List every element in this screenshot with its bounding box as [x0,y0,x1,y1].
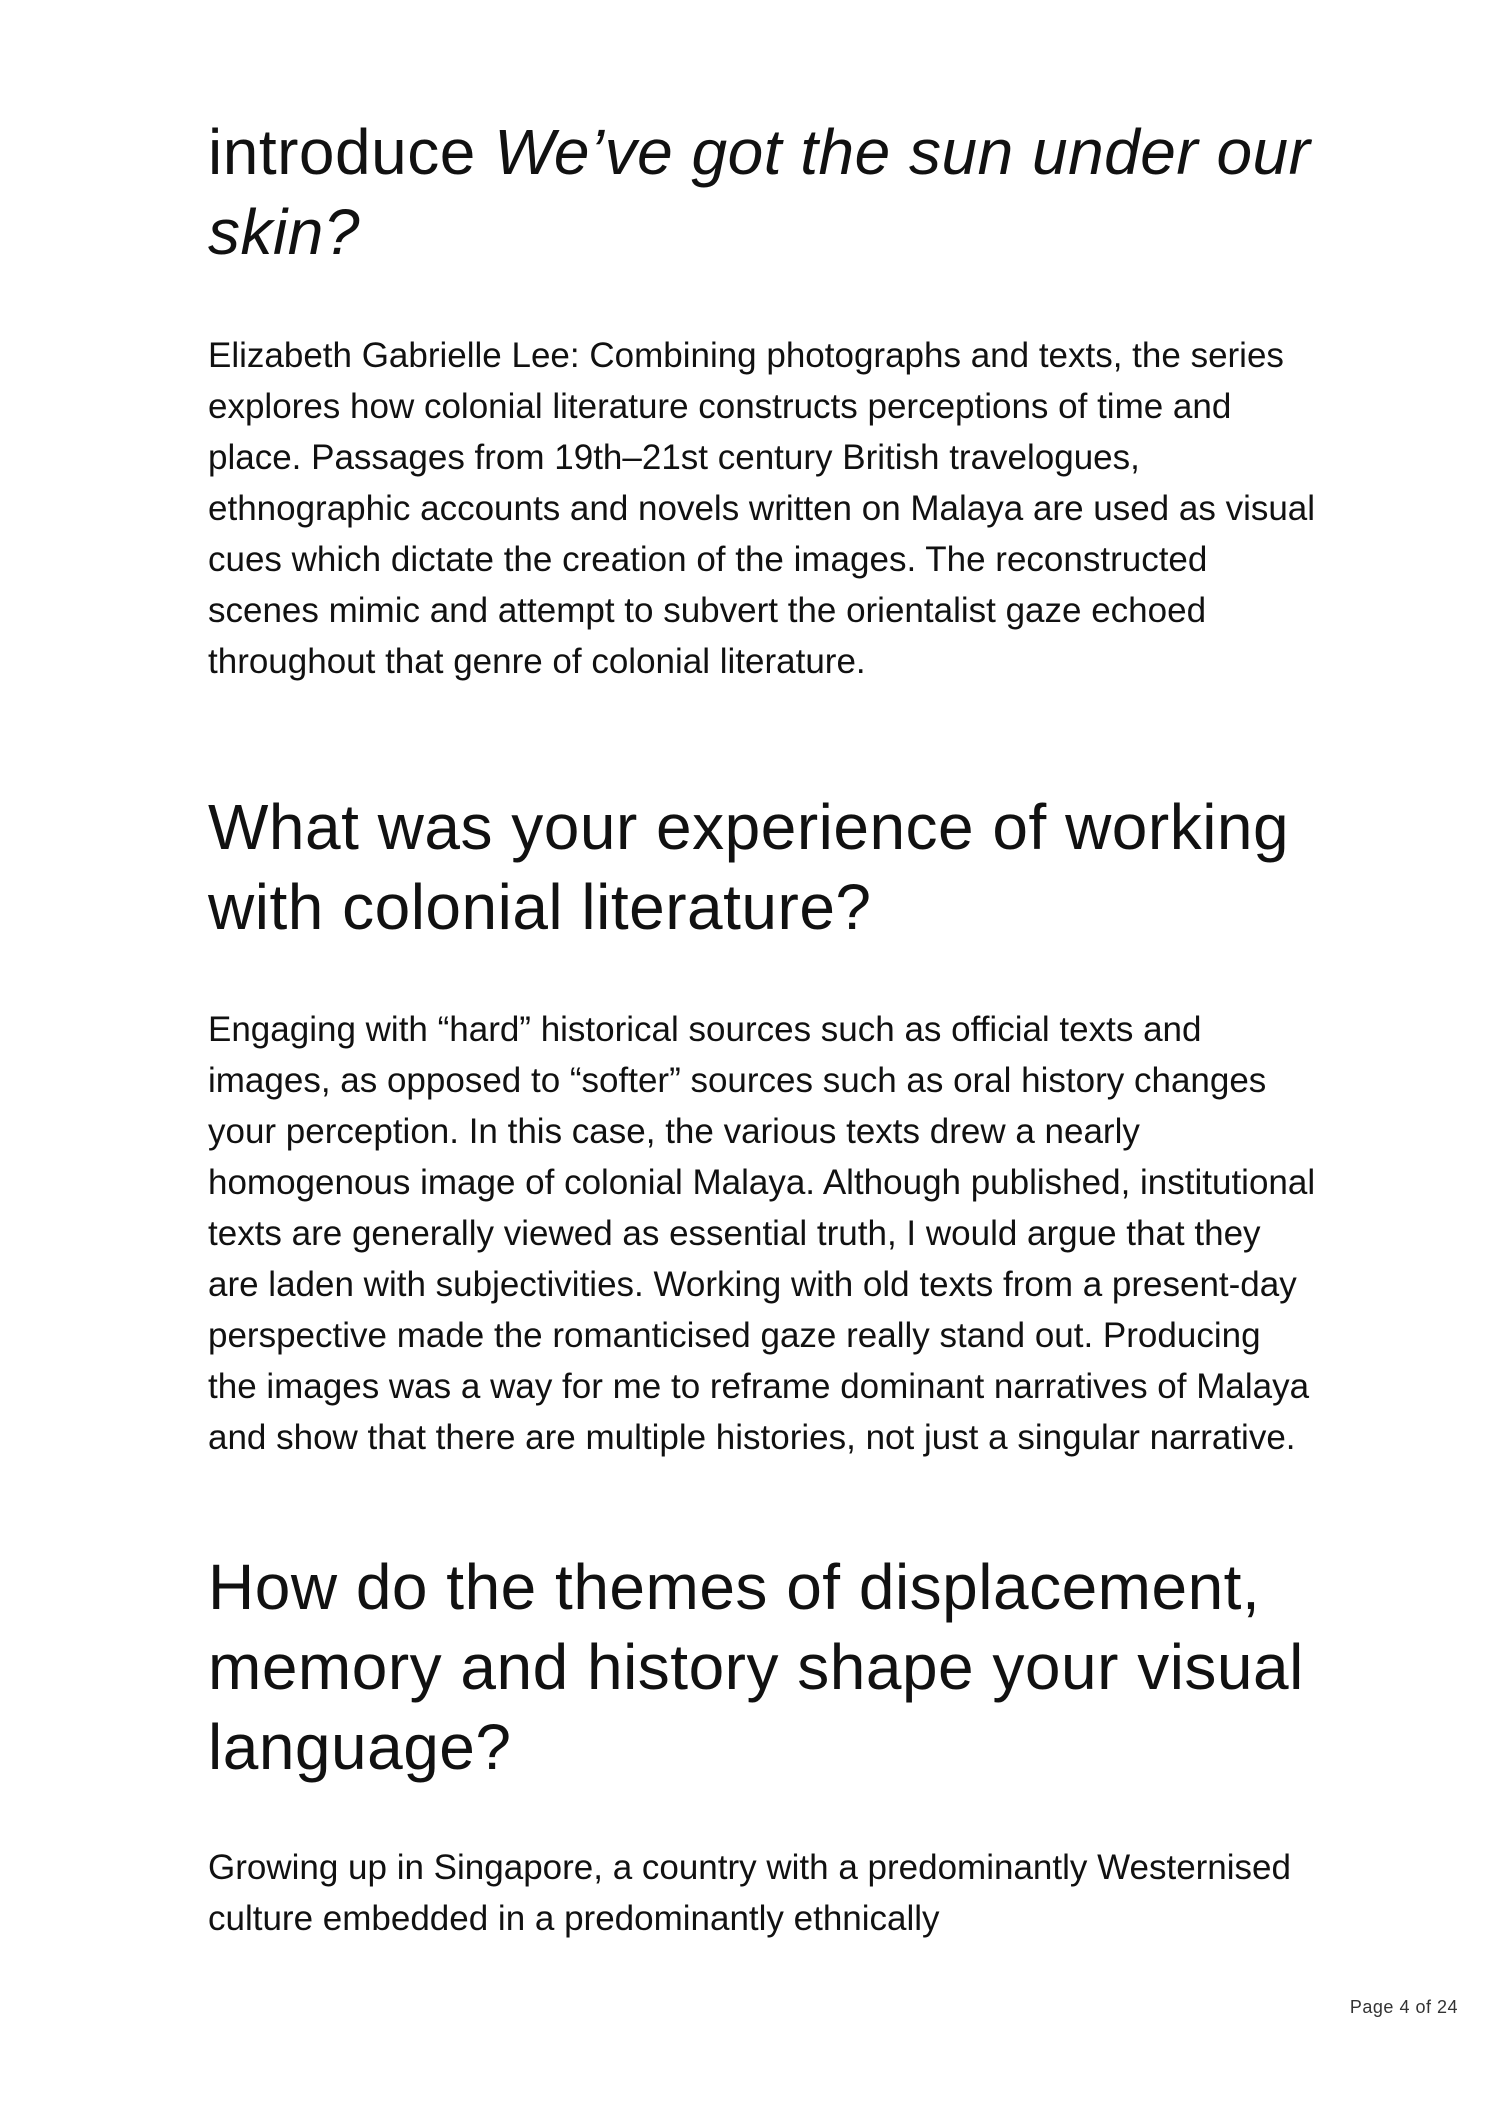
section-paragraph-1: Elizabeth Gabrielle Lee: Combining photographs and texts, the series explores how colonial literature constructs perceptions of time and place. Passages from 19th–21st century British travelogues, ethnographic accounts and novels written on Malaya are used as visual cues which dictate the creation of the images. The reconstructed scenes mimic and attempt to subvert the orientalist gaze echoed throughout that genre of colonial literature. [208,336,1316,681]
section-paragraph-3: Growing up in Singapore, a country with a predominantly Westernised culture embedded in a predominantly ethnically [208,1848,1291,1938]
section-heading-1 [208,112,1318,272]
heading-title-italic: We’ve got the sun under our skin? [208,116,1311,268]
section-paragraph-2: Engaging with “hard” historical sources such as official texts and images, as opposed to “softer” sources such as oral history changes your perception. In this case, the various texts drew a nearly homogenous image of colonial Malaya. Although published, institutional texts are generally viewed as essential truth, I would argue that they are laden with subjectivities. Working with old texts from a present-day perspective made the romanticised gaze really stand out. Producing the images was a way for me to reframe dominant narratives of Malaya and show that there are multiple histories, not just a singular narrative. [208,1010,1316,1457]
heading-prefix: introduce [208,116,495,188]
section-heading-3: How do the themes of displacement, memory and history shape your visual language? [208,1551,1304,1783]
section-heading-2: What was your experience of working with colonial literature? [208,791,1290,943]
page-number: Page 4 of 24 [1349,1997,1458,2017]
